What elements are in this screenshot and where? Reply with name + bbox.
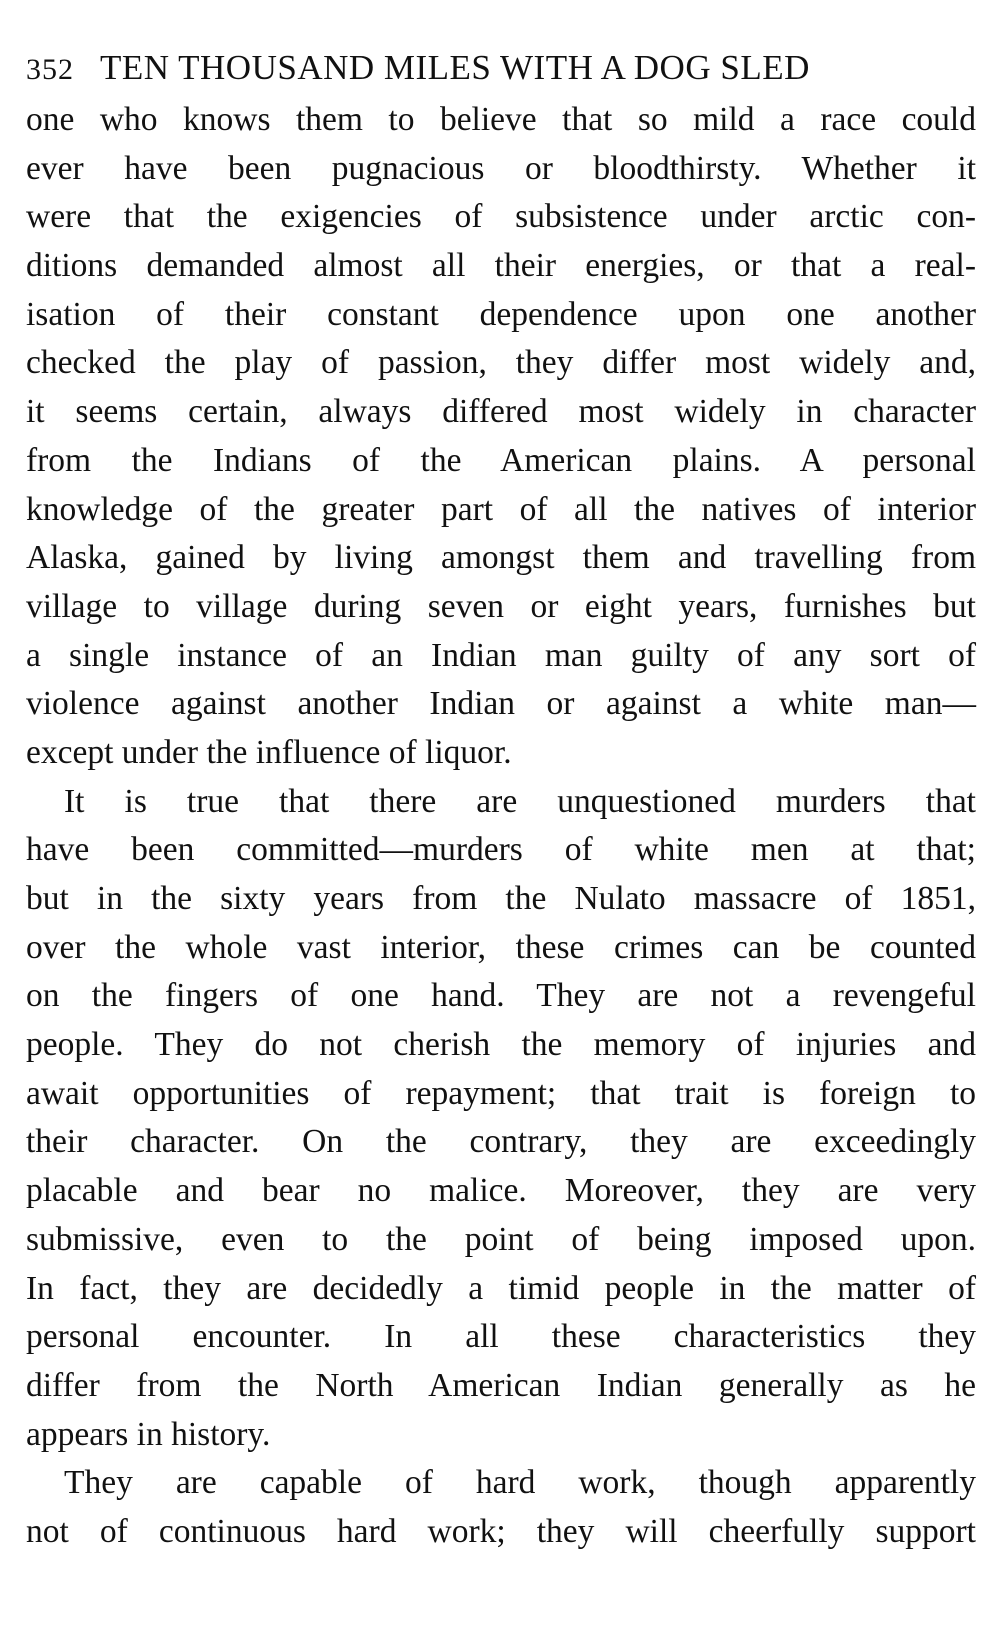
- page-number: 352: [26, 53, 74, 86]
- text-line: except under the influence of liquor.: [26, 733, 512, 771]
- text-line: await opportunities of repayment; that trait is foreign to: [26, 1074, 976, 1112]
- text-line: a single instance of an Indian man guilty of any sort of: [26, 636, 976, 674]
- text-line: were that the exigencies of subsistence under arctic con-: [26, 198, 976, 236]
- text-line: one who knows them to believe that so mild a race could: [26, 101, 976, 138]
- text-line: differ from the North American Indian generally as he: [26, 1366, 976, 1404]
- running-title: TEN THOUSAND MILES WITH A DOG SLED: [100, 48, 810, 87]
- text-line: In fact, they are decidedly a timid people in the matter of: [26, 1269, 976, 1307]
- running-head: [26, 40, 976, 96]
- paragraph-1: [26, 96, 976, 778]
- text-line: appears in history.: [26, 1415, 271, 1453]
- text-line: isation of their constant dependence upon one another: [26, 295, 976, 333]
- text-line: but in the sixty years from the Nulato massacre of 1851,: [26, 880, 976, 917]
- text-line: Alaska, gained by living amongst them and travelling from: [26, 539, 976, 577]
- text-line: knowledge of the greater part of all the natives of interior: [26, 490, 976, 528]
- text-line: on the fingers of one hand. They are not a revengeful: [26, 977, 976, 1015]
- text-line: checked the play of passion, they differ most widely and,: [26, 344, 976, 382]
- text-line: personal encounter. In all these characteristics they: [26, 1318, 976, 1356]
- paragraph-2: [26, 778, 976, 1460]
- text-line: violence against another Indian or against a white man—: [26, 685, 976, 723]
- text-line: over the whole vast interior, these crimes can be counted: [26, 928, 976, 966]
- text-line: village to village during seven or eight years, furnishes but: [26, 587, 976, 625]
- text-line: their character. On the contrary, they are exceedingly: [26, 1123, 976, 1161]
- text-line: people. They do not cherish the memory of injuries and: [26, 1026, 976, 1064]
- text-line: it seems certain, always differed most widely in character: [26, 393, 976, 431]
- text-line: placable and bear no malice. Moreover, they are very: [26, 1172, 976, 1210]
- text-line: not of continuous hard work; they will cheerfully support: [26, 1512, 976, 1550]
- text-line: submissive, even to the point of being imposed upon.: [26, 1220, 976, 1258]
- book-page: [26, 40, 976, 1557]
- text-line: It is true that there are unquestioned murders that: [64, 782, 976, 820]
- paragraph-3: [26, 1459, 976, 1556]
- text-line: ever have been pugnacious or bloodthirsty. Whether it: [26, 149, 976, 187]
- text-line: from the Indians of the American plains. A personal: [26, 441, 976, 479]
- text-line: ditions demanded almost all their energies, or that a real-: [26, 247, 976, 285]
- text-line: They are capable of hard work, though apparently: [64, 1464, 976, 1502]
- text-line: have been committed—murders of white men at that;: [26, 831, 976, 869]
